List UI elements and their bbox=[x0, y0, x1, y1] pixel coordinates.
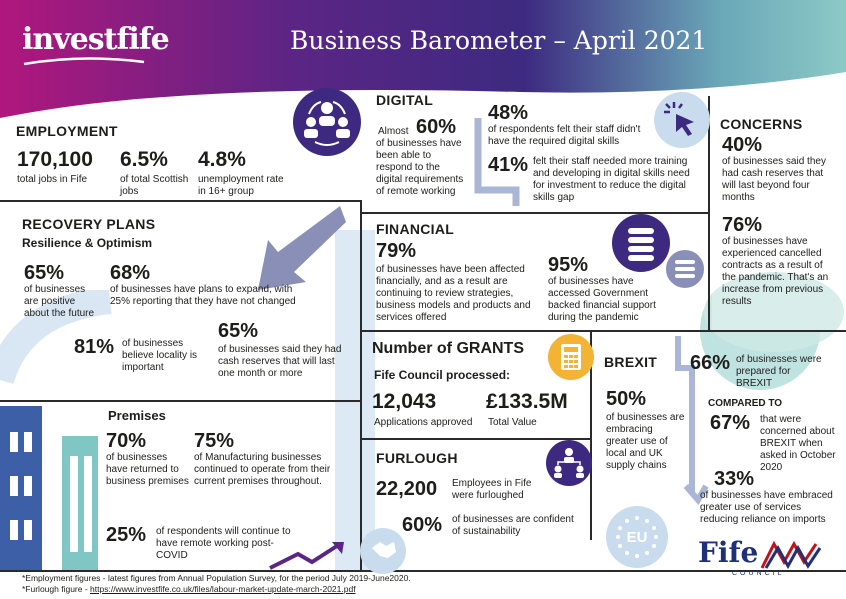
brexit-heading: BREXIT bbox=[604, 354, 658, 370]
furlough-value-label: Employees in Fife were furloughed bbox=[452, 478, 532, 501]
brexit-compared: COMPARED TO bbox=[708, 398, 783, 409]
brexit-pct66: 66% bbox=[690, 352, 731, 374]
premises-pct25: 25% bbox=[106, 524, 147, 546]
handshake-icon bbox=[360, 528, 406, 574]
people-group-icon bbox=[293, 88, 361, 156]
coins-stack-icon bbox=[664, 248, 706, 290]
brexit-pct50: 50% bbox=[606, 388, 647, 410]
financial-pct95: 95% bbox=[548, 254, 589, 276]
divider bbox=[0, 200, 360, 202]
digital-pct60: 60% bbox=[416, 116, 457, 138]
furlough-pct60: 60% bbox=[402, 514, 443, 536]
employment-stat-label: of total Scottish jobs bbox=[120, 174, 189, 197]
financial-text79: of businesses have been affected financially, and as a result are continuing to review strategies, business models and products and services offered bbox=[376, 264, 531, 323]
premises-pct75: 75% bbox=[194, 430, 235, 452]
fife-council-logo[interactable] bbox=[698, 536, 838, 580]
buildings-icon bbox=[0, 406, 104, 570]
page-title: Business Barometer – April 2021 bbox=[290, 26, 708, 55]
grants-total-label: Total Value bbox=[488, 417, 537, 428]
recovery-subheading: Resilience & Optimism bbox=[22, 236, 153, 250]
employment-heading: EMPLOYMENT bbox=[16, 123, 118, 139]
digital-text41: felt their staff needed more training and developing in digital skills need for investment to reduce the digital skills gap bbox=[533, 156, 690, 203]
recovery-pct65b: 65% bbox=[218, 320, 259, 342]
premises-text75: of Manufacturing businesses continued to operate from their current premises throughout. bbox=[194, 452, 331, 487]
financial-heading: FINANCIAL bbox=[376, 221, 455, 237]
digital-heading: DIGITAL bbox=[376, 92, 434, 108]
grants-heading: Number of GRANTS bbox=[372, 340, 524, 357]
digital-text60: of businesses have been able to respond to the digital requirements of remote working bbox=[376, 138, 464, 197]
brexit-text67: that were concerned about BREXIT when asked in October 2020 bbox=[760, 414, 836, 473]
brexit-text66: of businesses were prepared for BREXIT bbox=[736, 354, 822, 389]
furlough-source-link[interactable]: https://www.investfife.co.uk/files/labour-market-update-march-2021.pdf bbox=[90, 584, 356, 594]
footer-note-prefix: *Furlough figure - bbox=[22, 584, 91, 594]
digital-almost: Almost bbox=[378, 126, 409, 137]
footer-note-furlough bbox=[22, 584, 356, 594]
digital-text48: of respondents felt their staff didn't have the required digital skills bbox=[488, 124, 641, 147]
concerns-text40: of businesses said they had cash reserves that will last beyond four months bbox=[722, 156, 826, 203]
brexit-text50: of businesses are embracing greater use of local and UK supply chains bbox=[606, 412, 685, 471]
premises-text25: of respondents will continue to have remote working post-COVID bbox=[156, 526, 291, 561]
investfife-logo[interactable]: investfife bbox=[22, 22, 169, 57]
recovery-text65b: of businesses said they had cash reserves that will last one month or more bbox=[218, 344, 342, 379]
recovery-pct65a: 65% bbox=[24, 262, 65, 284]
eu-flag-icon bbox=[606, 506, 668, 568]
org-chart-icon bbox=[546, 440, 592, 486]
employment-stat-label: unemployment rate in 16+ group bbox=[198, 174, 284, 197]
grants-apps-value: 12,043 bbox=[372, 390, 437, 413]
furlough-heading: FURLOUGH bbox=[376, 450, 458, 466]
recovery-text81: of businesses believe locality is important bbox=[122, 338, 198, 373]
eu-badge-label: EU bbox=[626, 529, 648, 546]
grants-apps-label: Applications approved bbox=[374, 417, 473, 428]
financial-pct79: 79% bbox=[376, 240, 417, 262]
grants-total-value: £133.5M bbox=[486, 390, 568, 413]
premises-pct70: 70% bbox=[106, 430, 147, 452]
furlough-pct60-label: of businesses are confident of sustainability bbox=[452, 514, 574, 537]
recovery-text68: of businesses have plans to expand, with 25% reporting that they have not changed bbox=[110, 284, 296, 307]
concerns-pct76: 76% bbox=[722, 214, 763, 236]
fife-logo-word: Fife bbox=[698, 536, 759, 569]
employment-stat-value: 170,100 bbox=[17, 148, 93, 171]
employment-stat-value: 4.8% bbox=[198, 148, 246, 171]
footer-note-employment: *Employment figures - latest figures from Annual Population Survey, for the period July 2019-June2020. bbox=[22, 573, 411, 583]
recovery-text65a: of businesses are positive about the future bbox=[24, 284, 95, 319]
grants-sub: Fife Council processed: bbox=[374, 368, 511, 382]
brexit-pct33: 33% bbox=[714, 468, 755, 490]
furlough-value: 22,200 bbox=[376, 478, 438, 500]
cursor-click-icon bbox=[654, 92, 710, 148]
recovery-pct81: 81% bbox=[74, 336, 115, 358]
employment-stat-value: 6.5% bbox=[120, 148, 168, 171]
brexit-text33: of businesses have embraced greater use of services reducing reliance on imports bbox=[700, 490, 833, 525]
calculator-icon bbox=[548, 334, 594, 380]
divider bbox=[360, 200, 362, 572]
premises-heading: Premises bbox=[108, 408, 166, 423]
employment-stat-label: total jobs in Fife bbox=[17, 174, 88, 185]
divider bbox=[0, 400, 360, 402]
premises-text70: of businesses have returned to business premises bbox=[106, 452, 189, 487]
brexit-pct67: 67% bbox=[710, 412, 751, 434]
fife-logo-sub: COUNCIL bbox=[732, 570, 785, 577]
recovery-pct68: 68% bbox=[110, 262, 151, 284]
recovery-heading: RECOVERY PLANS bbox=[22, 216, 156, 232]
fife-logo-mark-icon bbox=[760, 540, 824, 570]
digital-pct41: 41% bbox=[488, 154, 529, 176]
concerns-heading: CONCERNS bbox=[720, 116, 803, 132]
financial-text95: of businesses have accessed Government backed financial support during the pandemic bbox=[548, 276, 656, 323]
logo-swoosh bbox=[22, 56, 146, 68]
concerns-text76: of businesses have experienced cancelled contracts as a result of the pandemic. That's an increase from previous results bbox=[722, 236, 829, 307]
down-left-arrow-icon bbox=[228, 200, 348, 295]
digital-pct48: 48% bbox=[488, 102, 529, 124]
database-coins-icon bbox=[612, 214, 670, 272]
concerns-pct40: 40% bbox=[722, 134, 763, 156]
divider bbox=[362, 330, 846, 332]
growth-arrow-icon bbox=[268, 540, 348, 570]
